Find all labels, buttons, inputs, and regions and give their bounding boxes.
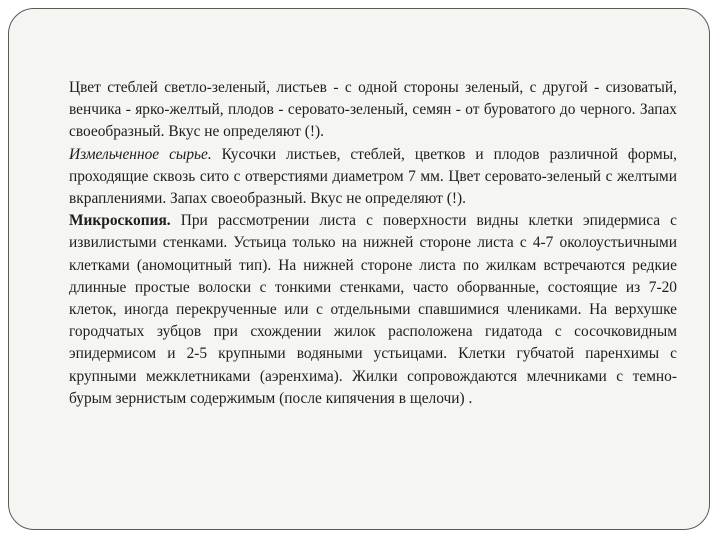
microscopy-description: При рассмотрении листа с поверхности видны клетки эпидермиса с извилистыми стенками. Устьица только на нижней стороне листа с 4-7 околоустьичными клетками (аномоцитный тип). На нижней стороне листа по жилкам встречаются редкие длинные простые волоски с тонкими стенками, часто оборванные, состоящие из 7-20 клеток, иногда перекрученные или с отдельными спавшимися члениками. На верхушке городчатых зубцов при схождении жилок расположена гидатода с сосочковидным эпидермисом и 2-5 крупными водяными устьицами. Клетки губчатой паренхимы с крупными межклетниками (аэренхима). Жилки сопровождаются млечниками с темно-бурым зернистым содержимым (после кипячения в щелочи) . bbox=[69, 212, 677, 407]
crushed-material-heading: Измельченное сырье. bbox=[69, 145, 212, 163]
raw-material-description: Цвет стеблей светло-зеленый, листьев - с одной стороны зеленый, с другой - сизоватый, венчика - ярко-желтый, плодов - серовато-зеленый, семян - от буроватого до черного. Запах своеобразный. Вкус не определяют (!). bbox=[69, 79, 677, 141]
raw-material-paragraph bbox=[69, 77, 677, 144]
slide-frame bbox=[8, 8, 710, 530]
microscopy-paragraph bbox=[69, 210, 677, 410]
slide-text bbox=[69, 77, 677, 410]
crushed-material-paragraph bbox=[69, 144, 677, 211]
microscopy-heading: Микроскопия. bbox=[69, 212, 171, 230]
crushed-material-description: Кусочки листьев, стеблей, цветков и плодов различной формы, проходящие сквозь сито с отверстиями диаметром 7 мм. Цвет серовато-зеленый с желтыми вкраплениями. Запах своеобразный. Вкус не определяют (!). bbox=[69, 145, 677, 208]
